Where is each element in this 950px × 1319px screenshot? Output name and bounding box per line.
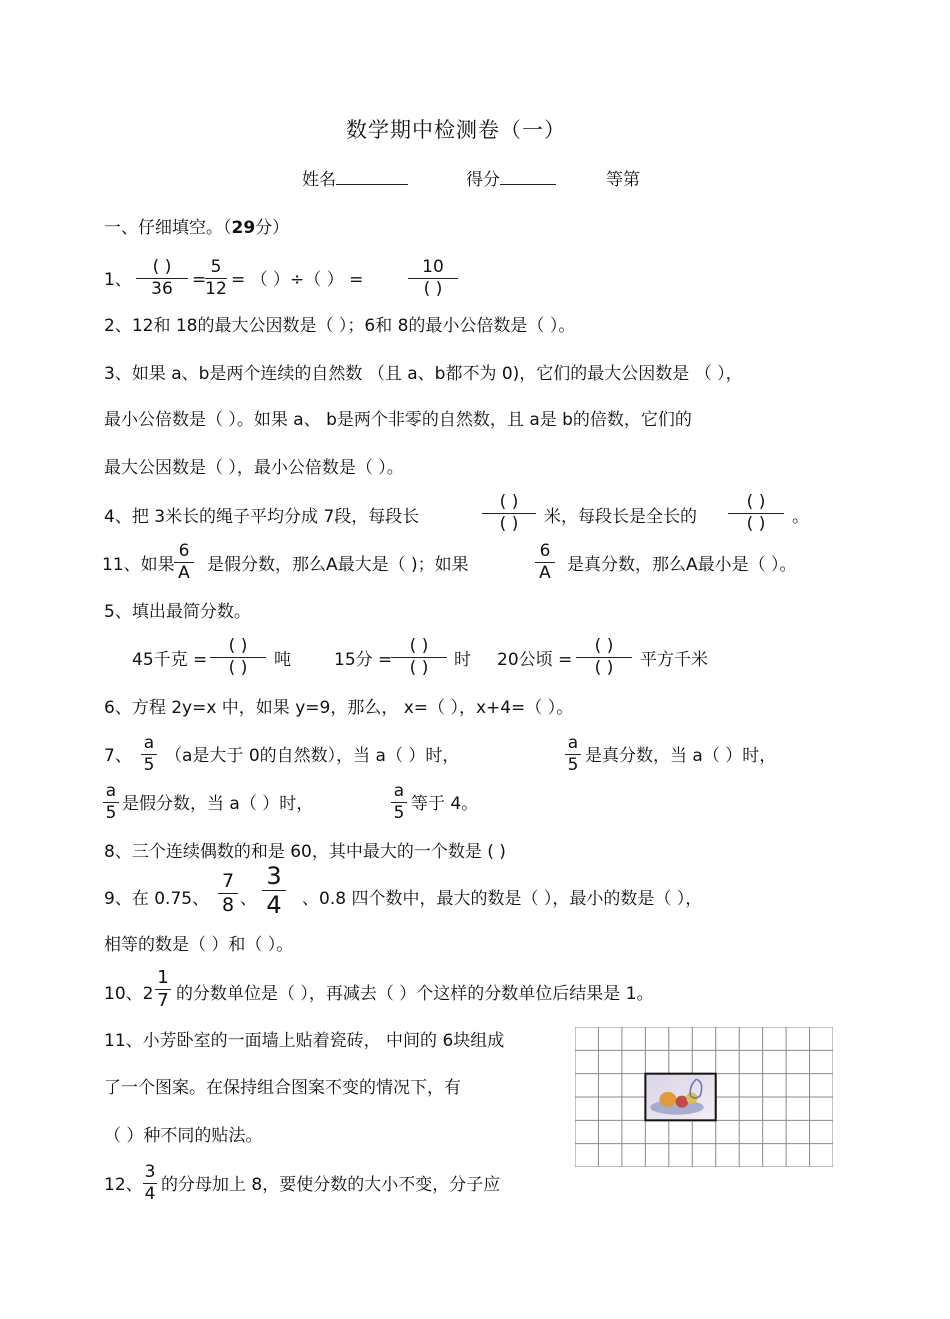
q1-frac-a-den: 36 bbox=[151, 279, 173, 299]
q7-frac-4-den: 5 bbox=[393, 803, 405, 823]
q5-item2-frac bbox=[391, 638, 447, 677]
q4-text-b: 米，每段长是全长的 bbox=[544, 507, 697, 527]
q5-item1-num[interactable]: ( ) bbox=[228, 636, 248, 656]
q10-frac bbox=[155, 969, 171, 1010]
q7-frac-1-den: 5 bbox=[143, 755, 155, 775]
q5-heading: 5、填出最简分数。 bbox=[104, 602, 251, 622]
q5-item2-den[interactable]: ( ) bbox=[409, 658, 429, 678]
q5-item1-label: 45千克 = bbox=[132, 650, 208, 670]
q7-frac-3-den: 5 bbox=[105, 803, 117, 823]
q7-frac-3 bbox=[103, 783, 119, 822]
q3-line2: 最小公倍数是（ ）。如果 a、 b是两个非零的自然数，且 a是 b的倍数，它们的 bbox=[104, 410, 692, 430]
q4-frac-2 bbox=[728, 494, 784, 533]
page-title: 数学期中检测卷（一） bbox=[346, 118, 566, 142]
q11a-frac-2 bbox=[535, 543, 555, 582]
q1-middle: = （ ）÷（ ） = bbox=[231, 270, 364, 290]
name-label: 姓名 bbox=[302, 170, 336, 190]
q4-frac-1-den[interactable]: ( ) bbox=[499, 514, 519, 534]
q1-frac-a-num[interactable]: ( ) bbox=[152, 257, 172, 277]
score-label: 得分 bbox=[466, 170, 500, 190]
q2-text: 2、12和 18的最大公因数是（ ）；6和 8的最小公倍数是（ ）。 bbox=[104, 316, 576, 336]
q9-sep: 、 bbox=[240, 889, 257, 909]
q11a-text-a: 11、如果 bbox=[102, 555, 175, 575]
q11b-line3: （ ）种不同的贴法。 bbox=[104, 1126, 263, 1146]
q4-frac-2-num[interactable]: ( ) bbox=[746, 492, 766, 512]
q12-text-b: 的分母加上 8，要使分数的大小不变，分子应 bbox=[161, 1175, 501, 1195]
q7-frac-4 bbox=[391, 783, 407, 822]
q5-item3-unit: 平方千米 bbox=[640, 650, 708, 670]
q5-item3-frac bbox=[576, 638, 632, 677]
q7-text-4: 等于 4。 bbox=[411, 794, 479, 814]
name-field[interactable] bbox=[302, 172, 408, 189]
q4-frac-1 bbox=[482, 494, 536, 533]
tile-grid-figure bbox=[575, 1027, 833, 1167]
q1-frac-c-den[interactable]: ( ) bbox=[423, 279, 443, 299]
q1-frac-a bbox=[136, 259, 188, 298]
q11a-text-c: 是真分数，那么A最小是（ ）。 bbox=[567, 555, 797, 575]
q4-frac-2-den[interactable]: ( ) bbox=[746, 514, 766, 534]
q5-item1-unit: 吨 bbox=[274, 650, 291, 670]
q4-text-c: 。 bbox=[792, 507, 809, 527]
q3-line1: 3、如果 a、b是两个连续的自然数 （且 a、b都不为 0)，它们的最大公因数是 （ ）， bbox=[104, 364, 743, 384]
q9-frac-1-num: 7 bbox=[221, 870, 235, 892]
q10-frac-num: 1 bbox=[157, 967, 169, 988]
q1-frac-b-den: 12 bbox=[205, 279, 227, 299]
q7-frac-2-den: 5 bbox=[567, 755, 579, 775]
q5-item3-label: 20公顷 = bbox=[497, 650, 573, 670]
q7-frac-1-num: a bbox=[143, 733, 155, 753]
q1-number: 1、 bbox=[104, 270, 132, 290]
q10-frac-den: 7 bbox=[157, 990, 169, 1011]
q7-frac-1 bbox=[141, 735, 157, 774]
q12-frac-den: 4 bbox=[144, 1184, 156, 1204]
q11b-line2: 了一个图案。在保持组合图案不变的情况下，有 bbox=[104, 1078, 461, 1098]
q5-item2-label: 15分 = bbox=[334, 650, 393, 670]
name-blank[interactable] bbox=[336, 184, 408, 185]
q12-text-a: 12、 bbox=[104, 1175, 143, 1195]
q8-text: 8、三个连续偶数的和是 60，其中最大的一个数是 ( ) bbox=[104, 842, 506, 862]
q1-frac-b-num: 5 bbox=[210, 257, 222, 277]
score-blank[interactable] bbox=[500, 184, 556, 185]
q1-frac-b bbox=[205, 259, 227, 298]
q9-frac-2-den: 4 bbox=[266, 891, 282, 919]
q7-number: 7、 bbox=[104, 746, 132, 766]
q7-frac-3-num: a bbox=[105, 781, 117, 801]
q7-frac-2 bbox=[565, 735, 581, 774]
q7-text-2: 是真分数，当 a（ ）时， bbox=[585, 746, 777, 766]
q10-text-b: 的分数单位是（ ），再减去（ ）个这样的分数单位后结果是 1。 bbox=[176, 984, 654, 1004]
q1-frac-c-num: 10 bbox=[422, 257, 444, 277]
score-field[interactable] bbox=[466, 172, 556, 189]
q12-frac bbox=[143, 1164, 157, 1203]
q11a-frac-1-num: 6 bbox=[178, 541, 190, 561]
q4-frac-1-num[interactable]: ( ) bbox=[499, 492, 519, 512]
q7-frac-4-num: a bbox=[393, 781, 405, 801]
q7-frac-2-num: a bbox=[567, 733, 579, 753]
q11a-frac-1-den: A bbox=[178, 563, 190, 583]
q12-frac-num: 3 bbox=[144, 1162, 156, 1182]
q9-frac-1-den: 8 bbox=[221, 894, 235, 916]
grade-label: 等第 bbox=[606, 170, 640, 190]
q5-item2-unit: 时 bbox=[454, 650, 471, 670]
section-points: 29 bbox=[231, 218, 256, 238]
q11a-text-b: 是假分数，那么A最大是（ )；如果 bbox=[207, 555, 469, 575]
q7-text-3: 是假分数，当 a（ ）时， bbox=[122, 794, 314, 814]
q9-frac-1 bbox=[218, 872, 238, 915]
q11a-frac-2-num: 6 bbox=[539, 541, 551, 561]
q9-text-a: 9、在 0.75、 bbox=[104, 889, 210, 909]
q10-text-a: 10、2 bbox=[104, 984, 154, 1004]
q9-text-b: 、0.8 四个数中，最大的数是（ ），最小的数是（ ）， bbox=[302, 889, 703, 909]
q9-line2: 相等的数是（ ）和（ ）。 bbox=[104, 935, 294, 955]
q6-text: 6、方程 2y=x 中，如果 y=9，那么， x=（ ），x+4=（ ）。 bbox=[104, 698, 574, 718]
q5-item3-den[interactable]: ( ) bbox=[594, 658, 614, 678]
section-heading-b: 分） bbox=[255, 218, 290, 238]
q9-frac-2-num: 3 bbox=[266, 862, 282, 890]
q3-line3: 最大公因数是（ ），最小公倍数是（ ）。 bbox=[104, 458, 404, 478]
q1-frac-c bbox=[408, 259, 458, 298]
q5-item1-den[interactable]: ( ) bbox=[228, 658, 248, 678]
section-heading bbox=[104, 220, 289, 237]
q9-frac-2 bbox=[262, 864, 286, 917]
tile-pattern-image bbox=[645, 1074, 715, 1121]
q11a-frac-2-den: A bbox=[539, 563, 551, 583]
q11a-frac-1 bbox=[174, 543, 194, 582]
q7-text-1: （a是大于 0的自然数），当 a（ ）时， bbox=[165, 746, 460, 766]
q11b-line1: 11、小芳卧室的一面墙上贴着瓷砖， 中间的 6块组成 bbox=[104, 1031, 505, 1051]
q5-item2-num[interactable]: ( ) bbox=[409, 636, 429, 656]
q5-item3-num[interactable]: ( ) bbox=[594, 636, 614, 656]
q5-item1-frac bbox=[210, 638, 266, 677]
q1-eq1: = bbox=[192, 270, 207, 290]
section-heading-a: 一、仔细填空。（ bbox=[104, 218, 232, 238]
q4-text-a: 4、把 3米长的绳子平均分成 7段，每段长 bbox=[104, 507, 420, 527]
